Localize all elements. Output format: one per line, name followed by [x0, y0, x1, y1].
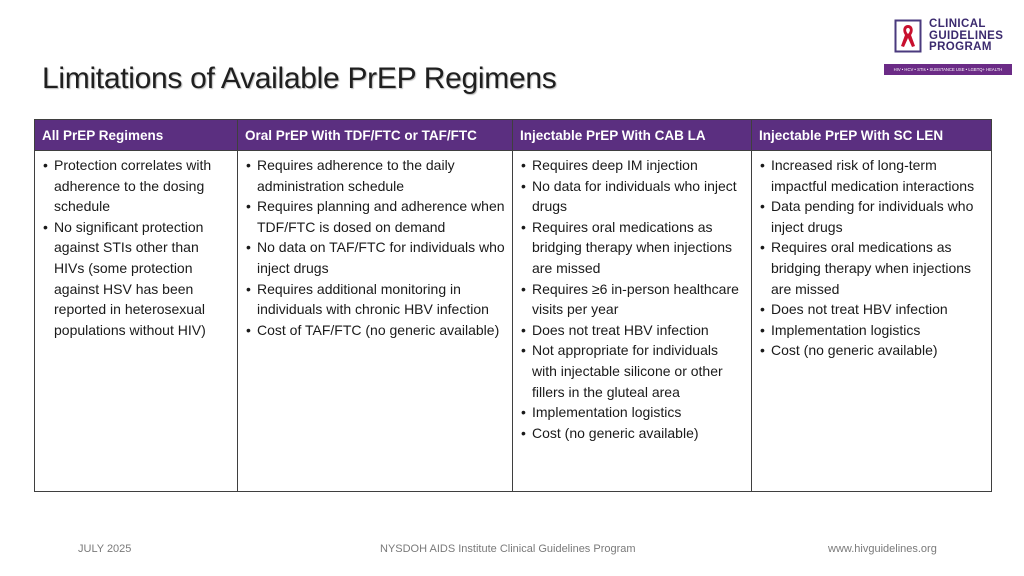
- bullet-list-oral-prep: [244, 155, 506, 340]
- list-item: • Implementation logistics: [519, 402, 745, 423]
- list-item: • Requires oral medications as bridging therapy when injections are missed: [519, 217, 745, 279]
- table-header-row: [35, 120, 992, 151]
- list-item: • Requires planning and adherence when TDF/FTC is dosed on demand: [244, 196, 506, 237]
- list-item: • Cost (no generic available): [519, 423, 745, 444]
- list-item: • Does not treat HBV infection: [758, 299, 985, 320]
- list-item: • Data pending for individuals who inject drugs: [758, 196, 985, 237]
- column-header-oral-prep: Oral PrEP With TDF/FTC or TAF/FTC: [238, 120, 513, 151]
- program-logo: [884, 18, 1012, 76]
- list-item: • Requires additional monitoring in individuals with chronic HBV infection: [244, 279, 506, 320]
- list-item: • Protection correlates with adherence to the dosing schedule: [41, 155, 231, 217]
- list-item: • Cost (no generic available): [758, 340, 985, 361]
- bullet-list-all-prep: [41, 155, 231, 340]
- footer-url[interactable]: www.hivguidelines.org: [828, 543, 937, 555]
- page-title: Limitations of Available PrEP Regimens: [42, 62, 557, 95]
- cell-cab-la: [513, 151, 752, 492]
- bullet-list-cab-la: [519, 155, 745, 443]
- list-item: • Cost of TAF/FTC (no generic available): [244, 320, 506, 341]
- logo-line-3: PROGRAM: [929, 41, 992, 53]
- list-item: • Requires adherence to the daily administration schedule: [244, 155, 506, 196]
- limitations-table: [34, 119, 992, 492]
- list-item: • Requires ≥6 in-person healthcare visits per year: [519, 279, 745, 320]
- list-item: • Does not treat HBV infection: [519, 320, 745, 341]
- column-header-sc-len: Injectable PrEP With SC LEN: [752, 120, 992, 151]
- list-item: • Requires deep IM injection: [519, 155, 745, 176]
- logo-tagline: HIV • HCV • STIs • SUBSTANCE USE • LGBTQ+ HEALTH: [884, 64, 1012, 75]
- logo-wordmark: [929, 19, 1003, 54]
- list-item: • Implementation logistics: [758, 320, 985, 341]
- red-ribbon-icon: [894, 19, 922, 53]
- list-item: • Requires oral medications as bridging therapy when injections are missed: [758, 237, 985, 299]
- column-header-all-prep: All PrEP Regimens: [35, 120, 238, 151]
- list-item: • No significant protection against STIs other than HIVs (some protection against HSV has been reported in heterosexual populations without HIV): [41, 217, 231, 341]
- cell-all-prep: [35, 151, 238, 492]
- list-item: • Increased risk of long-term impactful medication interactions: [758, 155, 985, 196]
- logo-line-2: GUIDELINES: [929, 29, 1004, 42]
- bullet-list-sc-len: [758, 155, 985, 361]
- list-item: • No data for individuals who inject drugs: [519, 176, 745, 217]
- logo-line-1: CLINICAL: [929, 18, 986, 30]
- column-header-cab-la: Injectable PrEP With CAB LA: [513, 120, 752, 151]
- footer-date: JULY 2025: [78, 543, 132, 555]
- cell-oral-prep: [238, 151, 513, 492]
- list-item: • Not appropriate for individuals with injectable silicone or other fillers in the gluteal area: [519, 340, 745, 402]
- list-item: • No data on TAF/FTC for individuals who inject drugs: [244, 237, 506, 278]
- table-body-row: [35, 151, 992, 492]
- footer-program: NYSDOH AIDS Institute Clinical Guidelines Program: [380, 543, 636, 555]
- cell-sc-len: [752, 151, 992, 492]
